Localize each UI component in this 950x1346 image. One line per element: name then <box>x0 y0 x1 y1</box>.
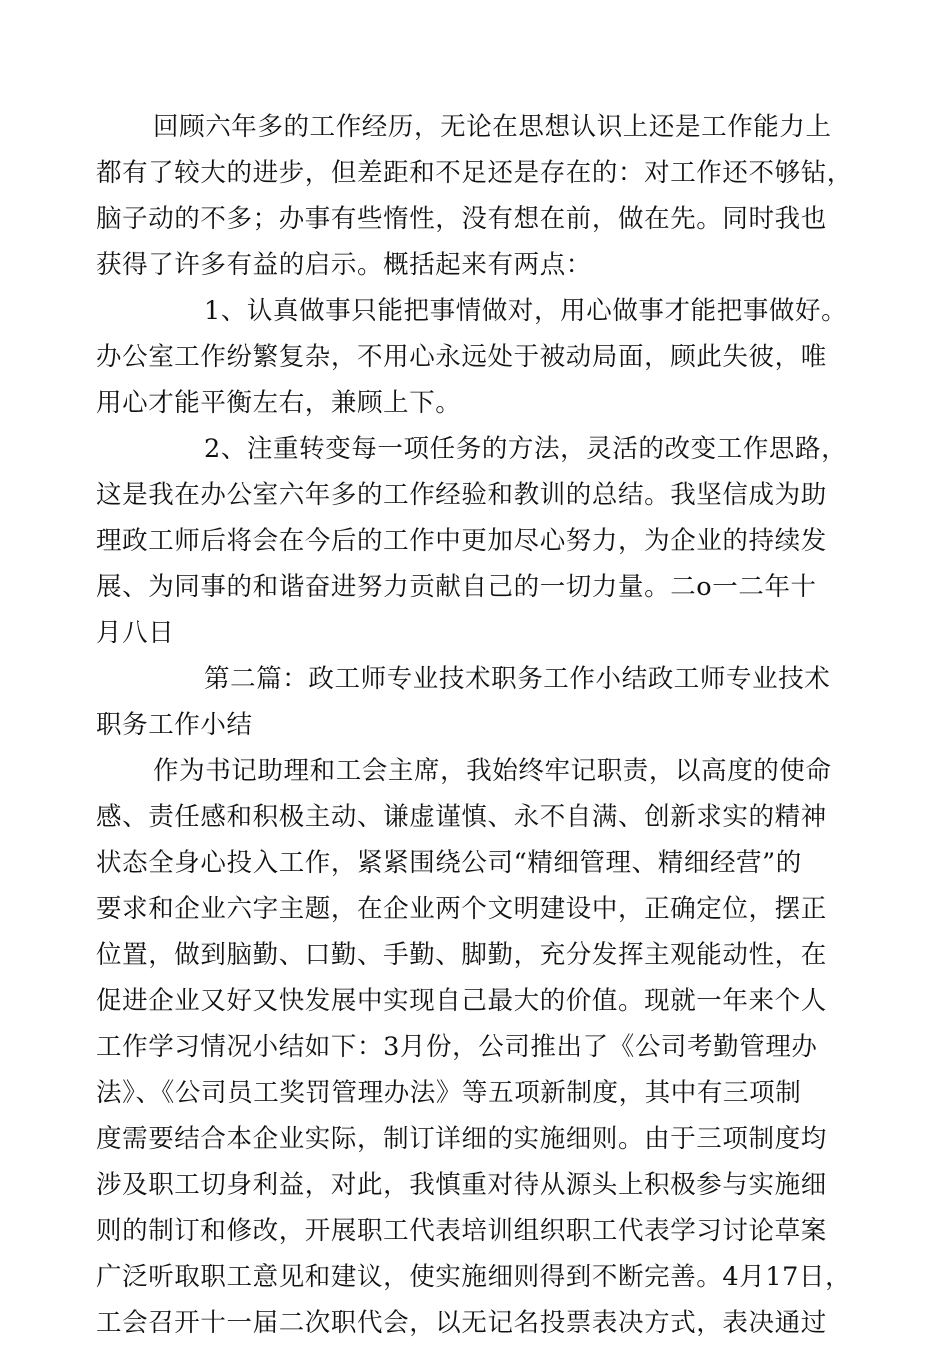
text-line: 位置，做到脑勤、口勤、手勤、脚勤，充分发挥主观能动性，在 <box>96 940 827 970</box>
text-line: 状态全身心投入工作，紧紧围绕公司“精细管理、精细经营”的 <box>96 848 802 878</box>
text-line: 展、为同事的和谐奋进努力贡献自己的一切力量。二o一二年十 <box>96 572 817 602</box>
text-line: 脑子动的不多；办事有些惰性，没有想在前，做在先。同时我也 <box>96 204 827 234</box>
text-line: 1、认真做事只能把事情做对，用心做事才能把事做好。 <box>204 296 848 326</box>
text-line: 工作学习情况小结如下：3月份，公司推出了《公司考勤管理办 <box>96 1032 818 1062</box>
document-body <box>96 104 896 1346</box>
text-line: 办公室工作纷繁复杂，不用心永远处于被动局面，顾此失彼，唯 <box>96 342 827 372</box>
text-line: 都有了较大的进步，但差距和不足还是存在的：对工作还不够钻， <box>96 158 853 188</box>
text-line: 回顾六年多的工作经历，无论在思想认识上还是工作能力上 <box>153 112 832 142</box>
text-line: 用心才能平衡左右，兼顾上下。 <box>96 388 462 418</box>
text-line: 获得了许多有益的启示。概括起来有两点： <box>96 250 592 280</box>
text-line: 要求和企业六字主题，在企业两个文明建设中，正确定位，摆正 <box>96 894 827 924</box>
text-line: 作为书记助理和工会主席，我始终牢记职责，以高度的使命 <box>153 756 832 786</box>
text-line: 涉及职工切身利益，对此，我慎重对待从源头上积极参与实施细 <box>96 1170 827 1200</box>
text-line: 促进企业又好又快发展中实现自己最大的价值。现就一年来个人 <box>96 986 827 1016</box>
section-heading: 第二篇：政工师专业技术职务工作小结政工师专业技术 <box>204 664 831 694</box>
text-line: 2、注重转变每一项任务的方法，灵活的改变工作思路， <box>204 434 848 464</box>
text-line: 月八日 <box>96 618 175 648</box>
section-heading: 职务工作小结 <box>96 710 253 740</box>
text-line: 工会召开十一届二次职代会，以无记名投票表决方式，表决通过 <box>96 1308 827 1338</box>
text-line: 理政工师后将会在今后的工作中更加尽心努力，为企业的持续发 <box>96 526 827 556</box>
text-line: 感、责任感和积极主动、谦虚谨慎、永不自满、创新求实的精神 <box>96 802 827 832</box>
text-line: 则的制订和修改，开展职工代表培训组织职工代表学习讨论草案 <box>96 1216 827 1246</box>
text-line: 度需要结合本企业实际，制订详细的实施细则。由于三项制度均 <box>96 1124 827 1154</box>
text-line: 法》、《公司员工奖罚管理办法》等五项新制度，其中有三项制 <box>96 1078 802 1108</box>
text-line: 广泛听取职工意见和建议，使实施细则得到不断完善。4月17日， <box>96 1262 852 1292</box>
text-line: 这是我在办公室六年多的工作经验和教训的总结。我坚信成为助 <box>96 480 827 510</box>
